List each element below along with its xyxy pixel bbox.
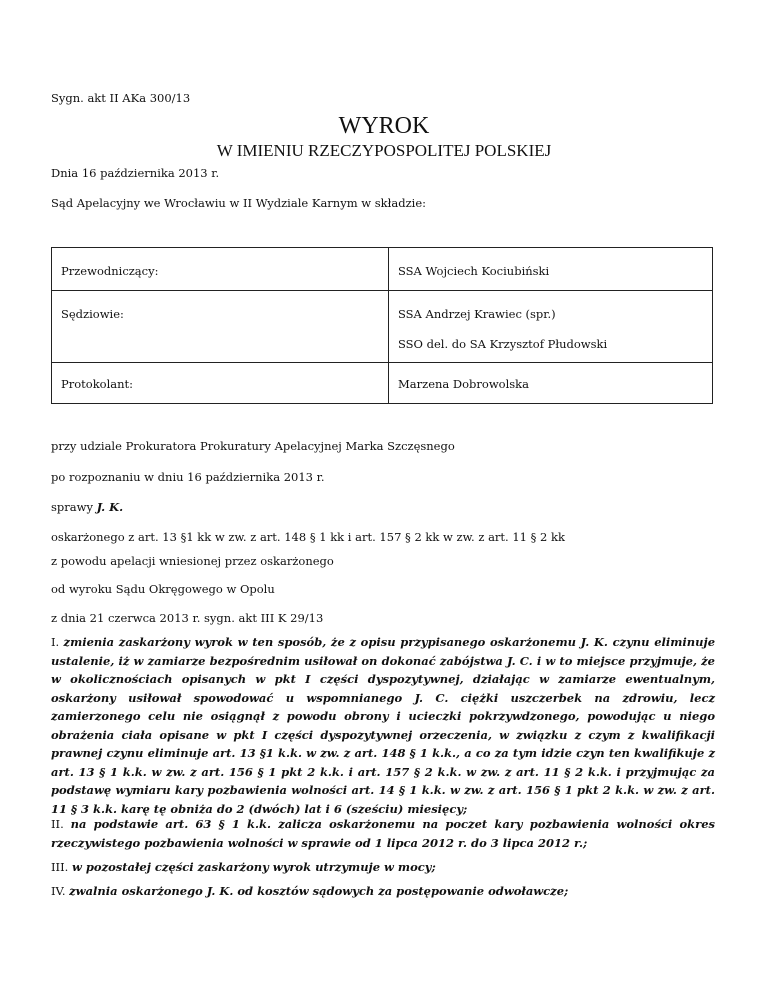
clerk-label: Protokolant: xyxy=(52,363,389,404)
charge-line: oskarżonego z art. 13 §1 kk w zw. z art. 148 § 1 kk i art. 157 § 2 kk w zw. z art. 11 § 2 kk xyxy=(51,530,565,544)
clerk-name: Marzena Dobrowolska xyxy=(389,363,713,404)
table-row xyxy=(52,363,713,404)
ruling-3-number: III. xyxy=(51,860,69,874)
prosecutor-line: przy udziale Prokuratora Prokuratury Apelacyjnej Marka Szczęsnego xyxy=(51,439,455,453)
judgment-date: Dnia 16 października 2013 r. xyxy=(51,166,220,180)
ruling-1 xyxy=(51,633,715,818)
document-subtitle: W IMIENIU RZECZYPOSPOLITEJ POLSKIEJ xyxy=(216,141,552,160)
ruling-1-number: I. xyxy=(51,635,60,649)
case-prefix: sprawy xyxy=(51,500,97,514)
ruling-2-number: II. xyxy=(51,817,64,831)
ruling-3 xyxy=(51,858,715,877)
presiding-label: Przewodniczący: xyxy=(52,248,389,291)
ruling-4-text: zwalnia oskarżonego J. K. od kosztów sądowych za postępowanie odwoławcze; xyxy=(69,884,569,898)
document-title: WYROK xyxy=(338,113,430,139)
judgment-from-line: od wyroku Sądu Okręgowego w Opolu xyxy=(51,582,275,596)
defendant-name: J. K. xyxy=(96,500,124,514)
judge-1: SSA Andrzej Krawiec (spr.) xyxy=(398,307,556,321)
case-signature: Sygn. akt II AKa 300/13 xyxy=(51,91,191,105)
ruling-1-text: zmienia zaskarżony wyrok w ten sposób, że z opisu przypisanego oskarżonemu J. K. czynu eliminuje ustalenie, iż w zamiarze bezpośrednim usiłował on dokonać zabójstwa J. C. i w to miejsce przyjmuje, że w okolicznościach opisanych w pkt I części dyspozytywnej, działając w zamiarze ewentualnym, oskarżony usiłował spowodować u wspomnianego J. C. ciężki uszczerbek na zdrowiu, lecz zamierzonego celu nie osiągnął z powodu obrony i ucieczki pokrzywdzonego, powodując u niego obrażenia ciała opisane w pkt I części dyspozytywnej orzeczenia, w związku z czym z kwalifikacji prawnej czynu eliminuje art. 13 §1 k.k. w zw. z art. 148 § 1 k.k., a co za tym idzie czyn ten kwalifikuje z art. 13 § 1 k.k. w zw. z art. 156 § 1 pkt 2 k.k. i art. 157 § 2 k.k. w zw. z art. 11 § 2 k.k. i przyjmując za podstawę wymiaru kary pozbawienia wolności art. 14 § 1 k.k. w zw. z art. 156 § 1 pkt 2 k.k. w zw. z art. 11 § 3 k.k. karę tę obniża do 2 (dwóch) lat i 6 (sześciu) miesięcy; xyxy=(51,635,716,816)
appeal-line: z powodu apelacji wniesionej przez oskarżonego xyxy=(51,554,334,568)
table-row xyxy=(52,248,713,291)
ruling-2-text: na podstawie art. 63 § 1 k.k. zalicza oskarżonemu na poczet kary pozbawienia wolności okres rzeczywistego pozbawienia wolności w sprawie od 1 lipca 2012 r. do 3 lipca 2012 r.; xyxy=(51,817,715,850)
court-name: Sąd Apelacyjny we Wrocławiu w II Wydziale Karnym w składzie: xyxy=(51,196,426,210)
presiding-name: SSA Wojciech Kociubiński xyxy=(389,248,713,291)
judges-cell xyxy=(389,291,713,363)
judgment-date-line: z dnia 21 czerwca 2013 r. sygn. akt III K 29/13 xyxy=(51,611,324,625)
court-composition-table xyxy=(51,247,713,404)
ruling-3-text: w pozostałej części zaskarżony wyrok utrzymuje w mocy; xyxy=(71,860,436,874)
judges-label: Sędziowie: xyxy=(52,291,389,363)
case-line xyxy=(51,500,123,514)
ruling-2 xyxy=(51,815,715,852)
hearing-line: po rozpoznaniu w dniu 16 października 2013 r. xyxy=(51,470,325,484)
judge-2: SSO del. do SA Krzysztof Płudowski xyxy=(398,337,608,351)
table-row xyxy=(52,291,713,363)
ruling-4 xyxy=(51,882,715,901)
ruling-4-number: IV. xyxy=(51,884,66,898)
